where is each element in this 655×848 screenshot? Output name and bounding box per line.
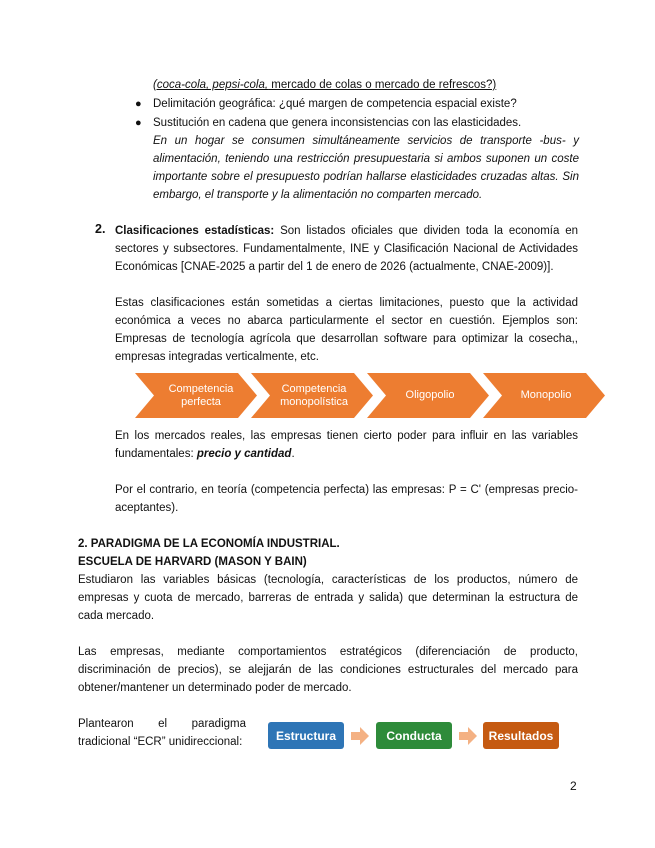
stats-classification-paragraph bbox=[115, 222, 578, 276]
bullet-item-substitution bbox=[135, 114, 583, 132]
bullet-item-geographic bbox=[135, 95, 583, 113]
paradigm-section-title: 2. PARADIGMA DE LA ECONOMÍA INDUSTRIAL. bbox=[78, 538, 340, 550]
ecr-intro-line1: Plantearon el paradigma bbox=[78, 718, 246, 730]
real-markets-end: . bbox=[291, 448, 295, 460]
harvard-paragraph-1: Estudiaron las variables básicas (tecnología, características de los productos, número de empresas y cuota de mercado, barreras de entrada y salida) que determinan la estructura de cada mercado. bbox=[78, 574, 578, 622]
limitations-paragraph: Estas clasificaciones están sometidas a ciertas limitaciones, puesto que la actividad económica a veces no abarca particularmente el sector en cuestión. Ejemplos son: Empresas de tecnología agrícola que desarrollan software para optimizar la cosecha,, empresas integradas verticalmente, etc. bbox=[115, 297, 578, 363]
chevron-oligopoly: Oligopolio bbox=[405, 389, 455, 401]
market-structure-diagram bbox=[135, 373, 605, 418]
market-question-continuation bbox=[153, 76, 583, 94]
ecr-structure-box: Estructura bbox=[268, 722, 344, 749]
brand-examples: (coca-cola, pepsi-cola, bbox=[153, 79, 269, 91]
price-quantity-emphasis: precio y cantidad bbox=[196, 448, 292, 460]
chevron-monopoly: Monopolio bbox=[520, 389, 572, 401]
arrow-right-icon bbox=[459, 727, 477, 745]
arrow-right-icon bbox=[351, 727, 369, 745]
ecr-results-box: Resultados bbox=[483, 722, 559, 749]
ecr-intro-line2: tradicional “ECR” unidireccional: bbox=[78, 736, 243, 748]
perfect-competition-paragraph: Por el contrario, en teoría (competencia perfecta) las empresas: P = C' (empresas precio-aceptantes). bbox=[115, 484, 578, 514]
real-markets-paragraph bbox=[115, 427, 578, 463]
ecr-conduct-box: Conducta bbox=[376, 722, 452, 749]
bullet-icon: ● bbox=[135, 98, 142, 110]
substitution-example: En un hogar se consumen simultáneamente servicios de transporte -bus- y alimentación, teniendo una restricción presupuestaria si ambos suponen un coste importante sobre el presupuesto podrían hallarse elasticidades cruzadas altas. Sin embargo, el transporte y la alimentación no comparten mercado. bbox=[153, 135, 579, 201]
page-number: 2 bbox=[570, 779, 577, 793]
stats-heading: Clasificaciones estadísticas: bbox=[115, 225, 275, 237]
bullet-text: Delimitación geográfica: ¿qué margen de competencia espacial existe? bbox=[153, 98, 517, 110]
section-number: 2. bbox=[95, 222, 106, 236]
chevron-perfect-competition: Competencia perfecta bbox=[168, 382, 234, 408]
bullet-icon: ● bbox=[135, 117, 142, 129]
market-question-end: mercado de colas o mercado de refrescos?) bbox=[268, 79, 497, 91]
bullet-text: Sustitución en cadena que genera inconsistencias con las elasticidades. bbox=[153, 117, 522, 129]
harvard-paragraph-2: Las empresas, mediante comportamientos estratégicos (diferenciación de producto, discriminación de precios), se alejjarán de las condiciones estructurales del mercado para obtener/mantener un determinado poder de mercado. bbox=[78, 646, 578, 694]
stats-text: Son listados oficiales que dividen toda la economía en sectores y subsectores. Fundamentalmente, INE y Clasificación Nacional de Actividades Económicas [CNAE-2025 a partir del 1 de enero de 2026 (actualmente, CNAE-2009)]. bbox=[115, 225, 579, 273]
harvard-school-subtitle: ESCUELA DE HARVARD (MASON Y BAIN) bbox=[78, 556, 307, 568]
real-markets-text: En los mercados reales, las empresas tienen cierto poder para influir en las variables fundamentales: bbox=[115, 430, 578, 460]
chevron-monopolistic-competition: Competencia monopolística bbox=[280, 382, 348, 408]
